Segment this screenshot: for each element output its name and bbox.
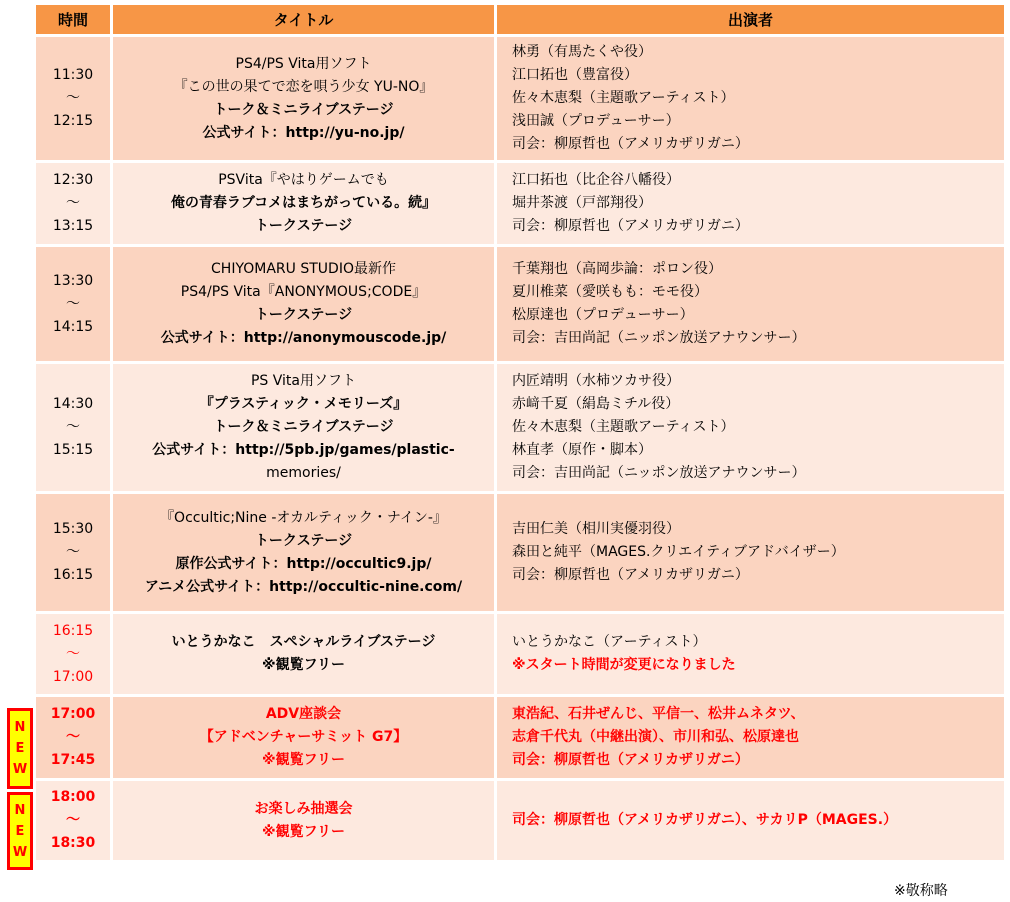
schedule-row: [36, 781, 1007, 863]
end-time: 15:15: [52, 442, 94, 458]
title-cell: [113, 781, 497, 863]
title-cell: [113, 163, 497, 247]
cast-line: 江口拓也（豊富役）: [512, 67, 638, 83]
header-time: 時間: [36, 5, 113, 37]
title-line: CHIYOMARU STUDIO最新作: [211, 261, 396, 277]
end-time: 17:00: [52, 668, 94, 685]
start-time: 16:15: [52, 622, 94, 639]
cast-line: 司会：吉田尚記（ニッポン放送アナウンサー）: [512, 330, 806, 346]
official-site-link[interactable]: [113, 553, 494, 576]
time-separator: ～: [66, 90, 80, 106]
title-cell: [113, 614, 497, 697]
cast-cell: [497, 247, 1007, 364]
start-time: 15:30: [52, 521, 94, 537]
new-badge-letter: W: [12, 762, 28, 777]
cast-line: 江口拓也（比企谷八幡役）: [512, 172, 680, 188]
title-line: 公式サイト：http://yu-no.jp/: [202, 124, 405, 141]
end-time: 16:15: [52, 567, 94, 583]
cast-line: 司会：吉田尚記（ニッポン放送アナウンサー）: [512, 465, 806, 481]
start-time: 12:30: [52, 172, 94, 188]
title-cell: [113, 494, 497, 614]
new-badge: [7, 792, 33, 870]
title-line: 原作公式サイト：http://occultic9.jp/: [175, 555, 432, 572]
time-cell: [36, 697, 113, 781]
title-line: 『Occultic;Nine -オカルティック・ナイン-』: [160, 509, 447, 526]
start-time: 11:30: [52, 67, 94, 83]
time-cell: [36, 247, 113, 364]
time-separator: ～: [66, 729, 80, 745]
cast-line: 司会：柳原哲也（アメリカザリガニ）: [512, 567, 749, 583]
title-line: ADV座談会: [265, 706, 342, 722]
header-title: タイトル: [113, 5, 497, 37]
time-separator: ～: [66, 419, 80, 435]
cast-cell: [497, 163, 1007, 247]
new-badge-letter: N: [14, 720, 26, 735]
schedule-row: [36, 247, 1007, 364]
header-cast: 出演者: [497, 5, 1007, 37]
title-line: ※観覧フリー: [261, 657, 346, 673]
cast-cell: [497, 781, 1007, 863]
start-time: 18:00: [50, 789, 96, 805]
cast-line: 司会：柳原哲也（アメリカザリガニ）、サカリP（MAGES.）: [512, 812, 898, 828]
cast-cell: [497, 364, 1007, 494]
time-cell: [36, 37, 113, 163]
cast-line: 夏川椎菜（愛咲もも：モモ役）: [512, 284, 708, 300]
cast-line: 赤﨑千夏（絹島ミチル役）: [512, 396, 680, 412]
title-cell: [113, 697, 497, 781]
cast-line: 吉田仁美（相川実優羽役）: [512, 521, 680, 537]
title-line: ※観覧フリー: [261, 752, 346, 768]
title-line: PS4/PS Vita用ソフト: [235, 55, 372, 72]
schedule-row: [36, 614, 1007, 697]
cast-line: 司会：柳原哲也（アメリカザリガニ）: [512, 136, 749, 152]
cast-line: 司会：柳原哲也（アメリカザリガニ）: [512, 752, 749, 768]
title-line: トークステージ: [254, 307, 353, 323]
cast-line: 千葉翔也（高岡歩論：ポロン役）: [512, 261, 722, 277]
cast-line: 司会：柳原哲也（アメリカザリガニ）: [512, 218, 749, 234]
schedule-row: [36, 494, 1007, 614]
end-time: 12:15: [52, 113, 94, 129]
schedule-table: [36, 5, 1007, 863]
schedule-row: [36, 364, 1007, 494]
time-separator: ～: [66, 195, 80, 211]
cast-line: 佐々木恵梨（主題歌アーティスト）: [512, 90, 735, 106]
cast-cell: [497, 697, 1007, 781]
cast-line: 佐々木恵梨（主題歌アーティスト）: [512, 419, 735, 435]
title-line: 『プラスティック・メモリーズ』: [199, 396, 408, 412]
title-line: トーク＆ミニライブステージ: [213, 101, 394, 118]
time-separator: ～: [66, 544, 80, 560]
cast-line: 浅田誠（プロデューサー）: [512, 113, 680, 129]
title-line: トークステージ: [254, 218, 353, 234]
new-badge-letter: N: [14, 802, 26, 818]
cast-line: いとうかなこ（アーティスト）: [512, 634, 707, 650]
official-site-link[interactable]: [113, 122, 494, 145]
title-line: トークステージ: [254, 532, 353, 549]
start-time: 17:00: [50, 706, 96, 722]
cast-cell: [497, 37, 1007, 163]
cast-line: 志倉千代丸（中継出演）、市川和弘、松原達也: [512, 729, 799, 745]
new-badge-letter: W: [12, 844, 28, 860]
end-time: 17:45: [50, 752, 96, 768]
new-badge-letter: E: [15, 823, 25, 839]
title-line: PS4/PS Vita『ANONYMOUS;CODE』: [180, 284, 427, 300]
title-cell: [113, 364, 497, 494]
official-site-link[interactable]: [113, 439, 494, 462]
time-cell: [36, 494, 113, 614]
title-line: 『この世の果てで恋を唄う少女 YU-NO』: [173, 78, 434, 95]
title-line: 俺の青春ラブコメはまちがっている。続』: [170, 195, 437, 211]
official-site-link[interactable]: [113, 576, 494, 599]
title-line: いとうかなこ スペシャルライブステージ: [171, 634, 436, 650]
end-time: 14:15: [52, 318, 94, 335]
time-change-notice: ※スタート時間が変更になりました: [512, 657, 736, 673]
cast-line: 内匠靖明（水柿ツカサ役）: [512, 373, 680, 389]
title-line: アニメ公式サイト：http://occultic-nine.com/: [144, 578, 463, 595]
cast-line: 堀井茶渡（戸部翔役）: [512, 195, 652, 211]
title-line: トーク＆ミニライブステージ: [213, 419, 394, 435]
time-cell: [36, 614, 113, 697]
title-cell: [113, 37, 497, 163]
title-line: PS Vita用ソフト: [250, 373, 356, 389]
title-line: ※観覧フリー: [261, 823, 346, 840]
header-row: [36, 5, 1007, 37]
time-separator: ～: [66, 295, 80, 312]
title-line: memories/: [266, 465, 341, 481]
new-badge-letter: E: [15, 741, 25, 756]
start-time: 14:30: [52, 396, 94, 412]
schedule-row: [36, 163, 1007, 247]
title-line: PSVita『やはりゲームでも: [218, 172, 389, 188]
title-line: 公式サイト：http://5pb.jp/games/plastic-: [152, 442, 455, 458]
title-cell: [113, 247, 497, 364]
cast-line: 東浩紀、石井ぜんじ、平信一、松井ムネタツ、: [512, 706, 805, 722]
cast-line: 松原達也（プロデューサー）: [512, 307, 694, 323]
schedule-row: [36, 37, 1007, 163]
cast-line: 森田と純平（MAGES.クリエイティブアドバイザー）: [512, 544, 845, 560]
cast-cell: [497, 494, 1007, 614]
time-separator: ～: [66, 812, 80, 828]
time-cell: [36, 781, 113, 863]
title-line: 【アドベンチャーサミット G7】: [199, 729, 408, 745]
schedule-row: [36, 697, 1007, 781]
title-line: 公式サイト：http://anonymouscode.jp/: [160, 330, 447, 346]
time-separator: ～: [66, 645, 80, 662]
cast-line: 林直孝（原作・脚本）: [512, 442, 652, 458]
official-site-link[interactable]: [113, 327, 494, 350]
start-time: 13:30: [52, 272, 94, 289]
time-cell: [36, 364, 113, 494]
cast-cell: [497, 614, 1007, 697]
end-time: 13:15: [52, 218, 94, 234]
cast-line: 林勇（有馬たくや役）: [512, 44, 652, 60]
end-time: 18:30: [50, 835, 96, 851]
new-badge: [7, 708, 33, 789]
time-cell: [36, 163, 113, 247]
honorific-note: ※敬称略: [894, 883, 948, 899]
title-line: お楽しみ抽選会: [254, 800, 353, 817]
